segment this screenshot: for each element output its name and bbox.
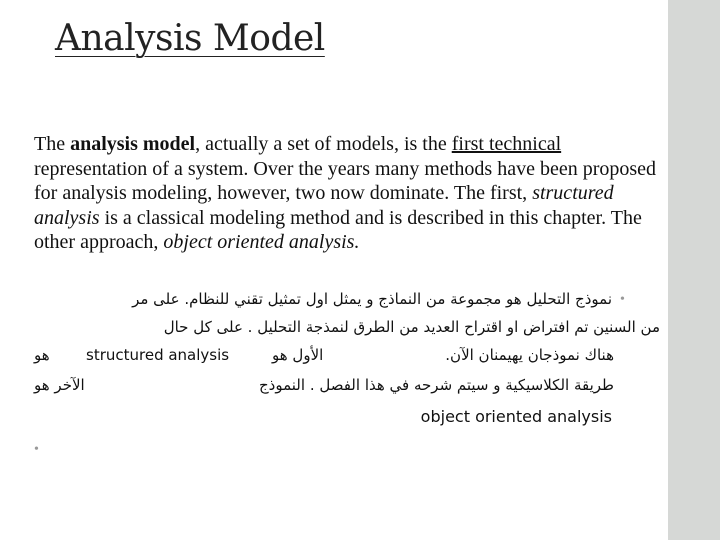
english-paragraph <box>34 132 664 255</box>
slide-right-band <box>668 0 720 540</box>
arabic-line-1: نموذج التحليل هو مجموعة من النماذج و يمثل اول تمثيل تقني للنظام. على مر <box>132 290 612 308</box>
para-text: is a classical modeling method and is described in this chapter. The other approach, <box>34 206 642 253</box>
para-text: , actually a set of models, is the <box>195 133 452 155</box>
arabic-bullet: • <box>620 292 625 307</box>
arabic-line-3 <box>34 346 614 366</box>
para-italic-term: object oriented analysis. <box>163 231 360 253</box>
arabic-line-4-right: طريقة الكلاسيكية و سيتم شرحه في هذا الفصل . النموذج <box>259 376 614 394</box>
arabic-line-3-right: هناك نموذجان يهيمنان الآن. <box>445 346 614 364</box>
arabic-line-4-left: الآخر هو <box>34 376 85 394</box>
arabic-line-2: من السنين تم افتراض او اقتراح العديد من الطرق لنمذجة التحليل . على كل حال <box>163 318 660 336</box>
para-italic-term: structured analysis <box>34 182 614 229</box>
arabic-line-5: object oriented analysis <box>420 407 612 426</box>
arabic-line-3-mid: الأول هو <box>272 346 324 364</box>
empty-bullet: • <box>34 442 39 457</box>
para-bold-term: analysis model <box>70 133 196 155</box>
para-text: representation of a system. Over the years many methods have been proposed for analysis modeling, however, two now dominate. The first, <box>34 157 657 204</box>
arabic-line-4 <box>34 376 614 396</box>
arabic-line-3-left: هو <box>34 346 50 364</box>
arabic-line-3-en: structured analysis <box>86 346 230 364</box>
para-underlined-term: first technical <box>451 133 562 155</box>
slide-title: Analysis Model <box>55 18 325 59</box>
para-text: The <box>34 133 71 155</box>
